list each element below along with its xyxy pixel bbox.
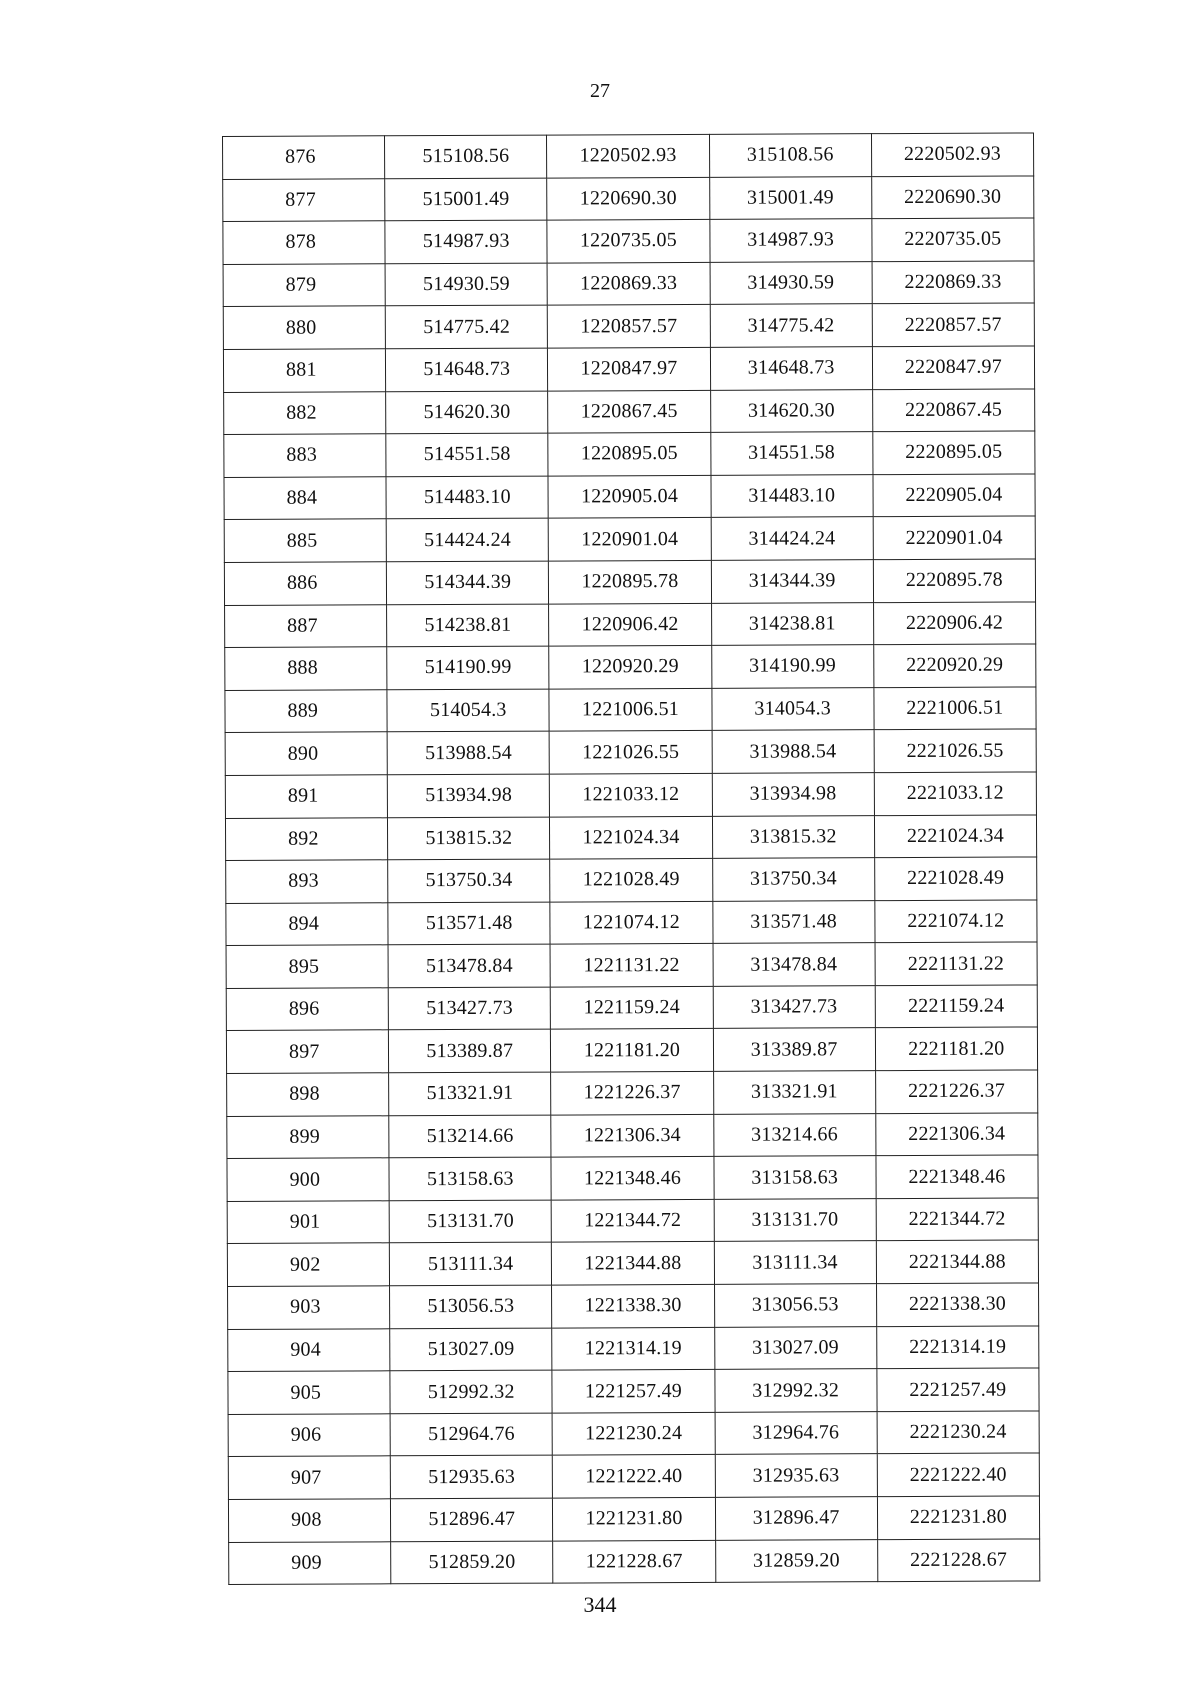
table-row bbox=[228, 1283, 1039, 1329]
table-row bbox=[224, 389, 1035, 435]
coord-x2-cell: 315108.56 bbox=[709, 134, 871, 177]
coord-x2-cell: 313988.54 bbox=[712, 730, 874, 773]
coord-x1-cell: 513158.63 bbox=[389, 1157, 551, 1200]
coord-y2-cell: 2220920.29 bbox=[873, 644, 1035, 687]
coord-x1-cell: 515108.56 bbox=[385, 135, 547, 178]
coordinate-table bbox=[222, 132, 1040, 1585]
page-number-bottom: 344 bbox=[583, 1592, 617, 1617]
point-number-cell: 908 bbox=[228, 1499, 390, 1542]
coord-y2-cell: 2220502.93 bbox=[871, 133, 1033, 176]
coord-y1-cell: 1221181.20 bbox=[551, 1029, 713, 1072]
point-number-cell: 905 bbox=[228, 1371, 390, 1414]
coord-y2-cell: 2220735.05 bbox=[872, 218, 1034, 261]
table-row bbox=[228, 1411, 1039, 1457]
point-number-cell: 876 bbox=[223, 136, 385, 179]
point-number-cell: 880 bbox=[223, 306, 385, 349]
coord-y2-cell: 2221159.24 bbox=[875, 985, 1037, 1028]
table-row bbox=[226, 942, 1037, 988]
coord-x2-cell: 313158.63 bbox=[714, 1156, 876, 1199]
coord-x2-cell: 314930.59 bbox=[710, 261, 872, 304]
table-row bbox=[223, 218, 1034, 264]
table-row bbox=[225, 687, 1036, 733]
point-number-cell: 883 bbox=[224, 434, 386, 477]
coord-y1-cell: 1221024.34 bbox=[550, 816, 712, 859]
point-number-cell: 888 bbox=[225, 647, 387, 690]
table-row bbox=[228, 1453, 1039, 1499]
coord-y1-cell: 1221231.80 bbox=[553, 1497, 715, 1540]
coord-y2-cell: 2221074.12 bbox=[875, 900, 1037, 943]
coord-x1-cell: 512896.47 bbox=[391, 1498, 553, 1541]
point-number-cell: 877 bbox=[223, 178, 385, 221]
coord-y2-cell: 2221314.19 bbox=[876, 1326, 1038, 1369]
page-number-top: 27 bbox=[590, 80, 610, 102]
coord-x1-cell: 514987.93 bbox=[385, 220, 547, 263]
point-number-cell: 907 bbox=[228, 1456, 390, 1499]
coord-x1-cell: 514054.3 bbox=[387, 689, 549, 732]
coord-y1-cell: 1220920.29 bbox=[549, 645, 711, 688]
coord-x1-cell: 513815.32 bbox=[388, 817, 550, 860]
point-number-cell: 894 bbox=[226, 902, 388, 945]
coord-x2-cell: 313750.34 bbox=[712, 858, 874, 901]
coord-y1-cell: 1220502.93 bbox=[547, 134, 709, 177]
coord-y2-cell: 2221257.49 bbox=[877, 1368, 1039, 1411]
coord-x2-cell: 314775.42 bbox=[710, 304, 872, 347]
coord-y1-cell: 1221074.12 bbox=[550, 901, 712, 944]
coord-x1-cell: 513427.73 bbox=[388, 987, 550, 1030]
coord-x1-cell: 513214.66 bbox=[389, 1115, 551, 1158]
point-number-cell: 903 bbox=[228, 1286, 390, 1329]
point-number-cell: 892 bbox=[225, 817, 387, 860]
coord-y1-cell: 1220857.57 bbox=[548, 305, 710, 348]
coord-y1-cell: 1220906.42 bbox=[549, 603, 711, 646]
coord-y2-cell: 2220857.57 bbox=[872, 303, 1034, 346]
table-row bbox=[226, 857, 1037, 903]
table-row bbox=[229, 1539, 1040, 1585]
coord-x2-cell: 313815.32 bbox=[712, 815, 874, 858]
coord-x1-cell: 514483.10 bbox=[386, 476, 548, 519]
coord-x1-cell: 513321.91 bbox=[389, 1072, 551, 1115]
coord-y2-cell: 2221033.12 bbox=[874, 772, 1036, 815]
table-row bbox=[227, 1113, 1038, 1159]
table-row bbox=[228, 1326, 1039, 1372]
coord-x2-cell: 313427.73 bbox=[713, 986, 875, 1029]
table-row bbox=[225, 814, 1036, 860]
table-row bbox=[223, 303, 1034, 349]
point-number-cell: 887 bbox=[225, 604, 387, 647]
coord-y2-cell: 2221222.40 bbox=[877, 1453, 1039, 1496]
coord-x2-cell: 313321.91 bbox=[713, 1071, 875, 1114]
point-number-cell: 891 bbox=[225, 775, 387, 818]
coord-y1-cell: 1221222.40 bbox=[553, 1455, 715, 1498]
coord-y2-cell: 2221231.80 bbox=[877, 1496, 1039, 1539]
coord-y1-cell: 1221033.12 bbox=[550, 773, 712, 816]
coord-x2-cell: 312992.32 bbox=[714, 1369, 876, 1412]
table-row bbox=[227, 1198, 1038, 1244]
coord-x2-cell: 313389.87 bbox=[713, 1028, 875, 1071]
table-row bbox=[226, 985, 1037, 1031]
coord-y2-cell: 2220905.04 bbox=[873, 474, 1035, 517]
coord-y2-cell: 2220690.30 bbox=[871, 176, 1033, 219]
table-row bbox=[225, 601, 1036, 647]
coord-x1-cell: 513750.34 bbox=[388, 859, 550, 902]
table-row bbox=[225, 729, 1036, 775]
table-row bbox=[228, 1368, 1039, 1414]
point-number-cell: 878 bbox=[223, 221, 385, 264]
coord-y1-cell: 1220901.04 bbox=[549, 518, 711, 561]
coord-x2-cell: 314344.39 bbox=[711, 560, 873, 603]
point-number-cell: 897 bbox=[226, 1030, 388, 1073]
point-number-cell: 899 bbox=[227, 1115, 389, 1158]
coord-x2-cell: 314424.24 bbox=[711, 517, 873, 560]
table-row bbox=[224, 474, 1035, 520]
coord-y1-cell: 1221338.30 bbox=[552, 1284, 714, 1327]
coord-y2-cell: 2220847.97 bbox=[872, 346, 1034, 389]
table-row bbox=[228, 1496, 1039, 1542]
coord-x1-cell: 514551.58 bbox=[386, 433, 548, 476]
point-number-cell: 901 bbox=[227, 1201, 389, 1244]
coord-x2-cell: 314483.10 bbox=[711, 474, 873, 517]
table-row bbox=[224, 516, 1035, 562]
coord-y1-cell: 1221006.51 bbox=[549, 688, 711, 731]
table-row bbox=[223, 133, 1034, 179]
coord-x2-cell: 314648.73 bbox=[710, 347, 872, 390]
point-number-cell: 904 bbox=[228, 1328, 390, 1371]
coord-x1-cell: 514648.73 bbox=[386, 348, 548, 391]
coord-x2-cell: 313571.48 bbox=[712, 900, 874, 943]
coord-y1-cell: 1220895.78 bbox=[549, 560, 711, 603]
coord-y1-cell: 1221026.55 bbox=[549, 731, 711, 774]
point-number-cell: 889 bbox=[225, 690, 387, 733]
coord-y1-cell: 1221344.72 bbox=[552, 1199, 714, 1242]
point-number-cell: 879 bbox=[223, 264, 385, 307]
coord-x2-cell: 312859.20 bbox=[715, 1539, 877, 1582]
coord-y2-cell: 2220869.33 bbox=[872, 261, 1034, 304]
point-number-cell: 902 bbox=[227, 1243, 389, 1286]
coord-x1-cell: 513934.98 bbox=[387, 774, 549, 817]
coord-y1-cell: 1220869.33 bbox=[547, 262, 709, 305]
coord-y1-cell: 1221344.88 bbox=[552, 1242, 714, 1285]
coord-y2-cell: 2221344.72 bbox=[876, 1198, 1038, 1241]
table-row bbox=[227, 1155, 1038, 1201]
coord-y1-cell: 1220735.05 bbox=[547, 220, 709, 263]
coordinate-table-body bbox=[223, 133, 1040, 1585]
coord-y1-cell: 1221306.34 bbox=[551, 1114, 713, 1157]
coord-y1-cell: 1221230.24 bbox=[552, 1412, 714, 1455]
coord-x1-cell: 515001.49 bbox=[385, 178, 547, 221]
coord-x2-cell: 314551.58 bbox=[710, 432, 872, 475]
coord-x2-cell: 314987.93 bbox=[709, 219, 871, 262]
point-number-cell: 884 bbox=[224, 477, 386, 520]
coord-x2-cell: 313111.34 bbox=[714, 1241, 876, 1284]
coord-x1-cell: 514620.30 bbox=[386, 391, 548, 434]
coord-y2-cell: 2221026.55 bbox=[874, 729, 1036, 772]
coord-y1-cell: 1221028.49 bbox=[550, 858, 712, 901]
table-row bbox=[223, 261, 1034, 307]
coord-x2-cell: 312935.63 bbox=[715, 1454, 877, 1497]
coord-x1-cell: 514190.99 bbox=[387, 646, 549, 689]
coord-y2-cell: 2220895.05 bbox=[873, 431, 1035, 474]
coord-x1-cell: 512935.63 bbox=[390, 1455, 552, 1498]
coord-y2-cell: 2221181.20 bbox=[875, 1027, 1037, 1070]
table-row bbox=[226, 1027, 1037, 1073]
coord-x2-cell: 313478.84 bbox=[713, 943, 875, 986]
coord-x1-cell: 512964.76 bbox=[390, 1413, 552, 1456]
coord-y2-cell: 2220895.78 bbox=[873, 559, 1035, 602]
coord-x1-cell: 514344.39 bbox=[387, 561, 549, 604]
table-row bbox=[225, 772, 1036, 818]
coord-y2-cell: 2221338.30 bbox=[876, 1283, 1038, 1326]
coord-y1-cell: 1221257.49 bbox=[552, 1370, 714, 1413]
coord-y1-cell: 1221314.19 bbox=[552, 1327, 714, 1370]
coord-x1-cell: 513988.54 bbox=[387, 731, 549, 774]
coord-y1-cell: 1221159.24 bbox=[551, 986, 713, 1029]
point-number-cell: 893 bbox=[226, 860, 388, 903]
point-number-cell: 882 bbox=[224, 391, 386, 434]
table-row bbox=[224, 559, 1035, 605]
coord-x1-cell: 514930.59 bbox=[385, 263, 547, 306]
coord-x2-cell: 315001.49 bbox=[709, 176, 871, 219]
coord-x1-cell: 514424.24 bbox=[386, 518, 548, 561]
table-row bbox=[225, 644, 1036, 690]
table-row bbox=[224, 431, 1035, 477]
point-number-cell: 881 bbox=[223, 349, 385, 392]
coord-y1-cell: 1220690.30 bbox=[547, 177, 709, 220]
coord-y1-cell: 1221131.22 bbox=[550, 944, 712, 987]
coord-y2-cell: 2220906.42 bbox=[873, 601, 1035, 644]
table-row bbox=[226, 900, 1037, 946]
coord-x1-cell: 512992.32 bbox=[390, 1370, 552, 1413]
coord-x2-cell: 313027.09 bbox=[714, 1326, 876, 1369]
coord-y2-cell: 2221006.51 bbox=[874, 687, 1036, 730]
coord-y2-cell: 2221228.67 bbox=[877, 1539, 1039, 1582]
coord-x1-cell: 513571.48 bbox=[388, 902, 550, 945]
coord-x2-cell: 313214.66 bbox=[713, 1113, 875, 1156]
coord-x2-cell: 313056.53 bbox=[714, 1284, 876, 1327]
coord-x2-cell: 312964.76 bbox=[715, 1411, 877, 1454]
point-number-cell: 909 bbox=[229, 1541, 391, 1584]
point-number-cell: 900 bbox=[227, 1158, 389, 1201]
coord-x2-cell: 313131.70 bbox=[714, 1199, 876, 1242]
coord-y2-cell: 2221226.37 bbox=[875, 1070, 1037, 1113]
point-number-cell: 898 bbox=[227, 1073, 389, 1116]
coord-y1-cell: 1220847.97 bbox=[548, 347, 710, 390]
point-number-cell: 895 bbox=[226, 945, 388, 988]
coord-x1-cell: 514775.42 bbox=[385, 305, 547, 348]
coord-x1-cell: 513056.53 bbox=[390, 1285, 552, 1328]
coord-y1-cell: 1220867.45 bbox=[548, 390, 710, 433]
point-number-cell: 906 bbox=[228, 1414, 390, 1457]
coord-x2-cell: 314238.81 bbox=[711, 602, 873, 645]
table-row bbox=[227, 1070, 1038, 1116]
coord-x1-cell: 513131.70 bbox=[389, 1200, 551, 1243]
coord-y1-cell: 1220895.05 bbox=[548, 433, 710, 476]
point-number-cell: 885 bbox=[224, 519, 386, 562]
coord-y2-cell: 2220867.45 bbox=[872, 389, 1034, 432]
coord-y2-cell: 2221230.24 bbox=[877, 1411, 1039, 1454]
coord-y1-cell: 1221228.67 bbox=[553, 1540, 715, 1583]
coord-x1-cell: 513027.09 bbox=[390, 1328, 552, 1371]
coord-x2-cell: 313934.98 bbox=[712, 773, 874, 816]
coord-x2-cell: 314190.99 bbox=[711, 645, 873, 688]
coord-x2-cell: 312896.47 bbox=[715, 1497, 877, 1540]
coord-y2-cell: 2221348.46 bbox=[876, 1155, 1038, 1198]
coord-y2-cell: 2221131.22 bbox=[875, 942, 1037, 985]
point-number-cell: 896 bbox=[226, 988, 388, 1031]
point-number-cell: 890 bbox=[225, 732, 387, 775]
coord-x1-cell: 512859.20 bbox=[391, 1541, 553, 1584]
table-row bbox=[223, 346, 1034, 392]
table-row bbox=[223, 176, 1034, 222]
table-row bbox=[227, 1240, 1038, 1286]
coord-x1-cell: 513111.34 bbox=[390, 1243, 552, 1286]
coord-y1-cell: 1221348.46 bbox=[551, 1157, 713, 1200]
coord-x1-cell: 513478.84 bbox=[388, 944, 550, 987]
coord-x2-cell: 314620.30 bbox=[710, 389, 872, 432]
coord-y2-cell: 2221306.34 bbox=[876, 1113, 1038, 1156]
coord-y2-cell: 2221028.49 bbox=[874, 857, 1036, 900]
point-number-cell: 886 bbox=[224, 562, 386, 605]
coord-y1-cell: 1220905.04 bbox=[548, 475, 710, 518]
coord-y2-cell: 2221024.34 bbox=[874, 814, 1036, 857]
coord-y2-cell: 2220901.04 bbox=[873, 516, 1035, 559]
coord-x2-cell: 314054.3 bbox=[711, 687, 873, 730]
coord-y1-cell: 1221226.37 bbox=[551, 1071, 713, 1114]
coord-y2-cell: 2221344.88 bbox=[876, 1240, 1038, 1283]
coord-x1-cell: 514238.81 bbox=[387, 604, 549, 647]
coord-x1-cell: 513389.87 bbox=[389, 1030, 551, 1073]
